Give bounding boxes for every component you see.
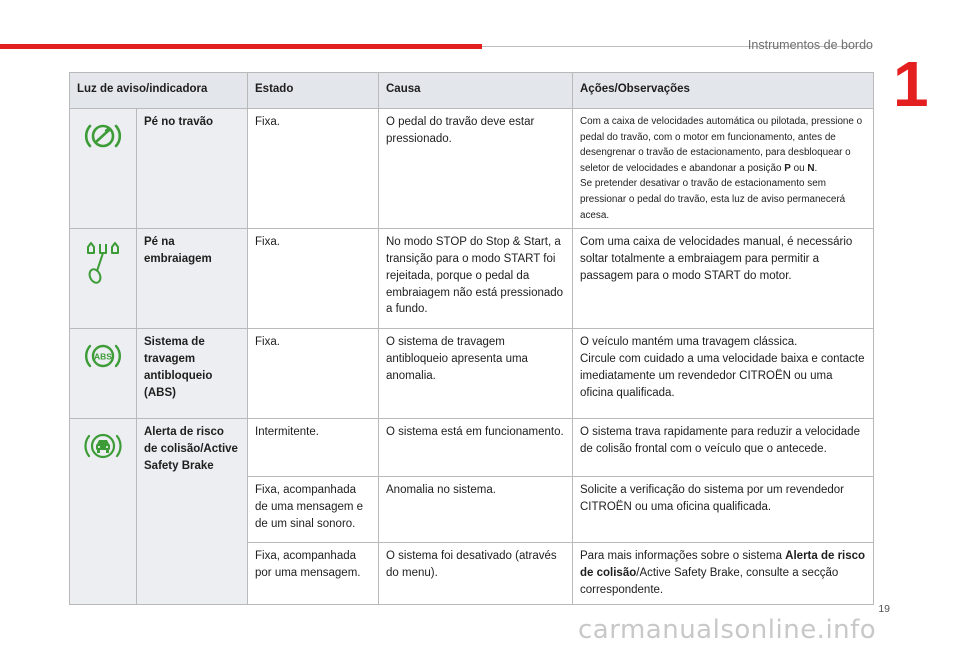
section-title: Instrumentos de bordo xyxy=(747,38,873,52)
brake-pedal-warning-icon xyxy=(77,121,129,151)
table-row xyxy=(70,229,874,329)
light-name: Alerta de risco de colisão/Active Safety Brake xyxy=(137,419,248,604)
estado-cell: Fixa, acompanhada por uma mensagem. xyxy=(248,543,379,604)
estado-cell: Fixa, acompanhada de uma mensagem e de um sinal sonoro. xyxy=(248,477,379,543)
causa-cell: O sistema de travagem antibloqueio apresenta uma anomalia. xyxy=(379,329,573,419)
svg-text:ABS: ABS xyxy=(94,351,112,362)
light-name: Sistema de travagem antibloqueio (ABS) xyxy=(137,329,248,419)
warning-lights-table xyxy=(69,72,874,605)
estado-cell: Intermitente. xyxy=(248,419,379,477)
acoes-text-period: . xyxy=(814,162,818,174)
table-row xyxy=(70,419,874,477)
estado-cell: Fixa. xyxy=(248,229,379,329)
acoes-text-2: Se pretender desativar o travão de estacionamento sem pressionar o pedal do travão, esta luz de aviso permanecerá acesa. xyxy=(580,178,846,221)
acoes-cell xyxy=(573,329,874,419)
acoes-cell xyxy=(573,109,874,229)
acoes-text-2: Circule com cuidado a uma velocidade baixa e contacte imediatamente um revendedor CITROËN ou uma oficina qualificada. xyxy=(580,352,865,399)
header-red-bar xyxy=(0,44,482,49)
acoes-text: Para mais informações sobre o sistema xyxy=(580,550,786,563)
watermark: carmanualsonline.info xyxy=(578,615,877,645)
table-header-row xyxy=(70,73,874,109)
acoes-text-2: /Active Safety Brake, consulte a secção correspondente. xyxy=(580,566,839,596)
col-header-light: Luz de aviso/indicadora xyxy=(70,73,248,109)
table-row xyxy=(70,109,874,229)
abs-warning-icon xyxy=(77,341,129,371)
gear-n: N xyxy=(807,162,815,174)
acoes-text-or: ou xyxy=(790,162,808,174)
collision-alert-icon xyxy=(77,431,129,461)
page-number: 19 xyxy=(878,603,890,615)
icon-cell xyxy=(70,419,137,604)
acoes-cell: O sistema trava rapidamente para reduzir a velocidade de colisão frontal com o veículo que o antecede. xyxy=(573,419,874,477)
acoes-cell xyxy=(573,543,874,604)
light-name: Pé na embraiagem xyxy=(137,229,248,329)
chapter-number: 1 xyxy=(893,48,929,120)
causa-cell: No modo STOP do Stop & Start, a transição para o modo START foi rejeitada, porque o pedal da embraiagem não está pressionado a fundo. xyxy=(379,229,573,329)
icon-cell xyxy=(70,109,137,229)
acoes-cell: Solicite a verificação do sistema por um revendedor CITROËN ou uma oficina qualificada. xyxy=(573,477,874,543)
estado-cell: Fixa. xyxy=(248,329,379,419)
col-header-estado: Estado xyxy=(248,73,379,109)
gear-p: P xyxy=(784,162,791,174)
col-header-acoes: Ações/Observações xyxy=(573,73,874,109)
acoes-text: O veículo mantém uma travagem clássica. xyxy=(580,336,798,349)
icon-cell xyxy=(70,329,137,419)
clutch-pedal-icon xyxy=(77,241,129,285)
table-row xyxy=(70,329,874,419)
causa-cell: O sistema está em funcionamento. xyxy=(379,419,573,477)
acoes-bold-term: Alerta de risco de colisão xyxy=(580,550,866,579)
icon-cell xyxy=(70,229,137,329)
causa-cell: O pedal do travão deve estar pressionado. xyxy=(379,109,573,229)
acoes-cell: Com uma caixa de velocidades manual, é necessário soltar totalmente a embraiagem para permitir a passagem para o modo START do motor. xyxy=(573,229,874,329)
light-name: Pé no travão xyxy=(137,109,248,229)
causa-cell: Anomalia no sistema. xyxy=(379,477,573,543)
causa-cell: O sistema foi desativado (através do menu). xyxy=(379,543,573,604)
estado-cell: Fixa. xyxy=(248,109,379,229)
col-header-causa: Causa xyxy=(379,73,573,109)
acoes-text: Com a caixa de velocidades automática ou pilotada, pressione o pedal do travão, com o motor em funcionamento, antes de desengrenar o travão de estacionamento, para desbloquear o seletor de velocidades e abandonar a posição xyxy=(580,116,863,174)
